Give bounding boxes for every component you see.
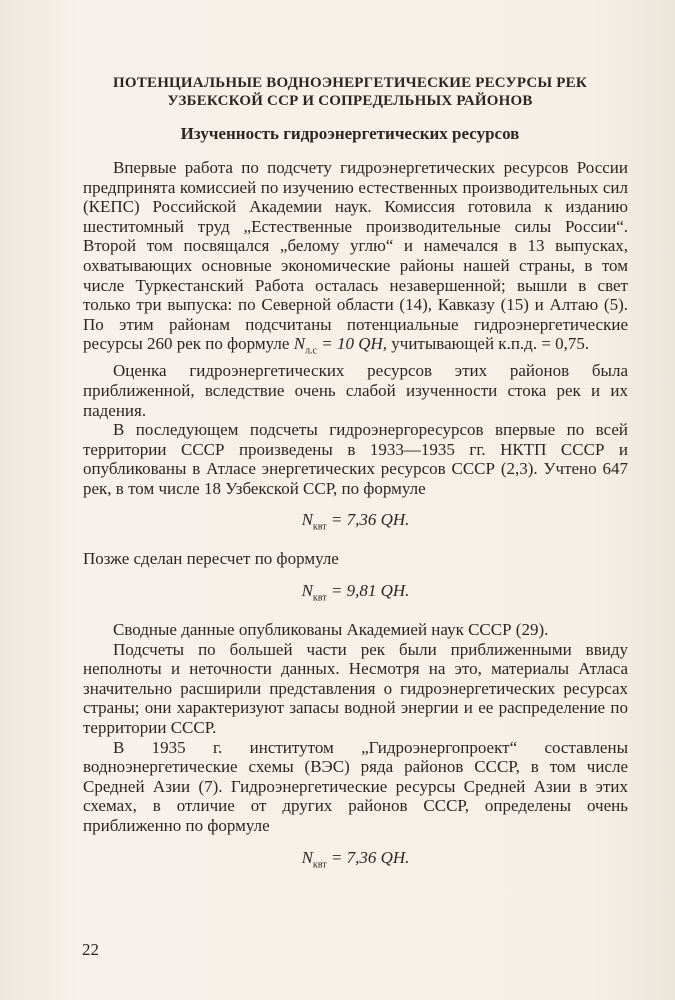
- section-title: Изученность гидроэнергетических ресурсов: [180, 124, 520, 143]
- formula-3: $N_{квт} = 7,36$ QH.: [301, 847, 410, 870]
- paragraph-6: Подсчеты по большей части рек были приближенными ввиду неполноты и неточности данных. Несмотря на это, материалы Атласа значительно расширили представления о гидроэнергетических ресурсах страны; они характеризуют запасы водной энергии и ее распределение по территории СССР.: [83, 639, 628, 738]
- paragraph-4: Позже сделан пересчет по формуле: [83, 549, 339, 569]
- paragraph-7: В 1935 г. институтом „Гидроэнергопроект“ составлены водноэнергетические схемы (ВЭС) ряда районов СССР, в том числе Средней Азии (7). Гидроэнергетические ресурсы Средней Азии в этих схемах, в отличие от других районов СССР, определены очень приближенно по формуле: [83, 737, 628, 835]
- chapter-heading-line-1: ПОТЕНЦИАЛЬНЫЕ ВОДНОЭНЕРГЕТИЧЕСКИЕ РЕСУРСЫ РЕК: [113, 75, 587, 91]
- chapter-heading-line-2: УЗБЕКСКОЙ ССР И СОПРЕДЕЛЬНЫХ РАЙОНОВ: [167, 93, 533, 109]
- paragraph-1: Впервые работа по подсчету гидроэнергетических ресурсов России предпринята комиссией по изучению естественных производительных сил (КЕПС) Российской Академии наук. Комиссия готовила к изданию шеститомный труд „Естественные производительные силы России“. Второй том посвящался „белому углю“ и намечался в 13 выпусках, охватывающих основные экономические районы нашей страны, в том числе Туркестанский Работа осталась незавершенной; вышли в свет только три выпуска: по Северной области (14), Кавказу (15) и Алтаю (5). По этим районам подсчитаны потенциальные гидроэнергетические ресурсы 260 рек по формуле $N_{л.с} = 10$ QH, учитывающей к.п.д. = 0,75.: [83, 158, 628, 357]
- chapter-heading: [90, 74, 610, 110]
- formula-1: $N_{квт} = 7,36$ QH.: [301, 510, 410, 533]
- body-text: [83, 158, 628, 887]
- page-number: 22: [82, 940, 99, 959]
- paragraph-5: Сводные данные опубликованы Академией наук СССР (29).: [113, 620, 549, 640]
- formula-2: $N_{квт} = 9,81$ QH.: [301, 581, 410, 604]
- paragraph-2: Оценка гидроэнергетических ресурсов этих районов была приближенной, вследствие очень слабой изученности стока рек и их падения.: [83, 361, 628, 420]
- paragraph-3: В последующем подсчеты гидроэнергоресурсов впервые по всей территории СССР произведены в 1933—1935 гг. НКТП СССР и опубликованы в Атласе энергетических ресурсов СССР (2,3). Учтено 647 рек, в том числе 18 Узбекской ССР, по формуле: [83, 420, 628, 498]
